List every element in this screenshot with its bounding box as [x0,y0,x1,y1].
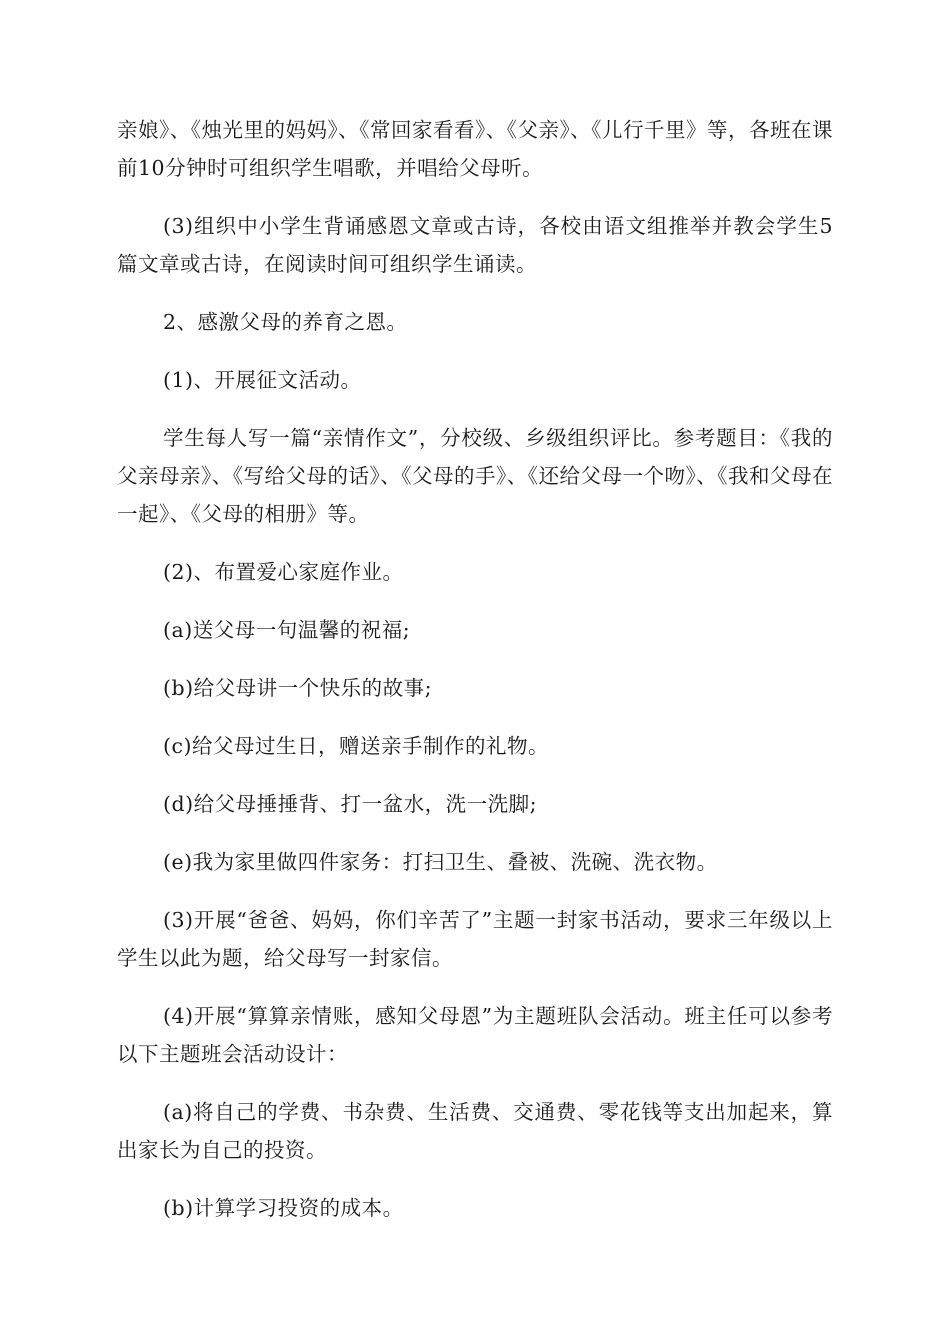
paragraph-homework-heading: (2)、布置爱心家庭作业。 [163,560,404,584]
list-item-a-expenses: (a)将自己的学费、书杂费、生活费、交通费、零花钱等支出加起来，算出家长为自己的投资。 [117,1100,833,1162]
paragraph-section-2-heading: 2、感激父母的养育之恩。 [163,310,408,334]
paragraph-song-list: 亲娘》、《烛光里的妈妈》、《常回家看看》、《父亲》、《儿行千里》等，各班在课前10分钟时可组织学生唱歌，并唱给父母听。 [117,118,833,180]
list-item-b-story: (b)给父母讲一个快乐的故事; [163,676,433,700]
paragraph-essay-activity: (1)、开展征文活动。 [163,368,362,392]
paragraph-recite-poems: (3)组织中小学生背诵感恩文章或古诗，各校由语文组推举并教会学生5篇文章或古诗，在阅读时间可组织学生诵读。 [117,214,833,276]
paragraph-essay-details: 学生每人写一篇“亲情作文”，分校级、乡级组织评比。参考题目：《我的父亲母亲》、《写给父母的话》、《父母的手》、《还给父母一个吻》、《我和父母在一起》、《父母的相册》等。 [117,426,833,526]
list-item-b-cost: (b)计算学习投资的成本。 [163,1196,404,1220]
list-item-d-massage: (d)给父母捶捶背、打一盆水，洗一洗脚; [163,792,538,816]
list-item-e-chores: (e)我为家里做四件家务：打扫卫生、叠被、洗碗、洗衣物。 [163,850,718,874]
paragraph-class-meeting: (4)开展“算算亲情账，感知父母恩”为主题班队会活动。班主任可以参考以下主题班会活动设计： [117,1004,833,1066]
paragraph-family-letter: (3)开展“爸爸、妈妈，你们辛苦了”主题一封家书活动，要求三年级以上学生以此为题，给父母写一封家信。 [117,908,833,970]
list-item-c-birthday: (c)给父母过生日，赠送亲手制作的礼物。 [163,734,549,758]
list-item-a-blessing: (a)送父母一句温馨的祝福; [163,618,411,642]
document-body [117,111,833,1247]
